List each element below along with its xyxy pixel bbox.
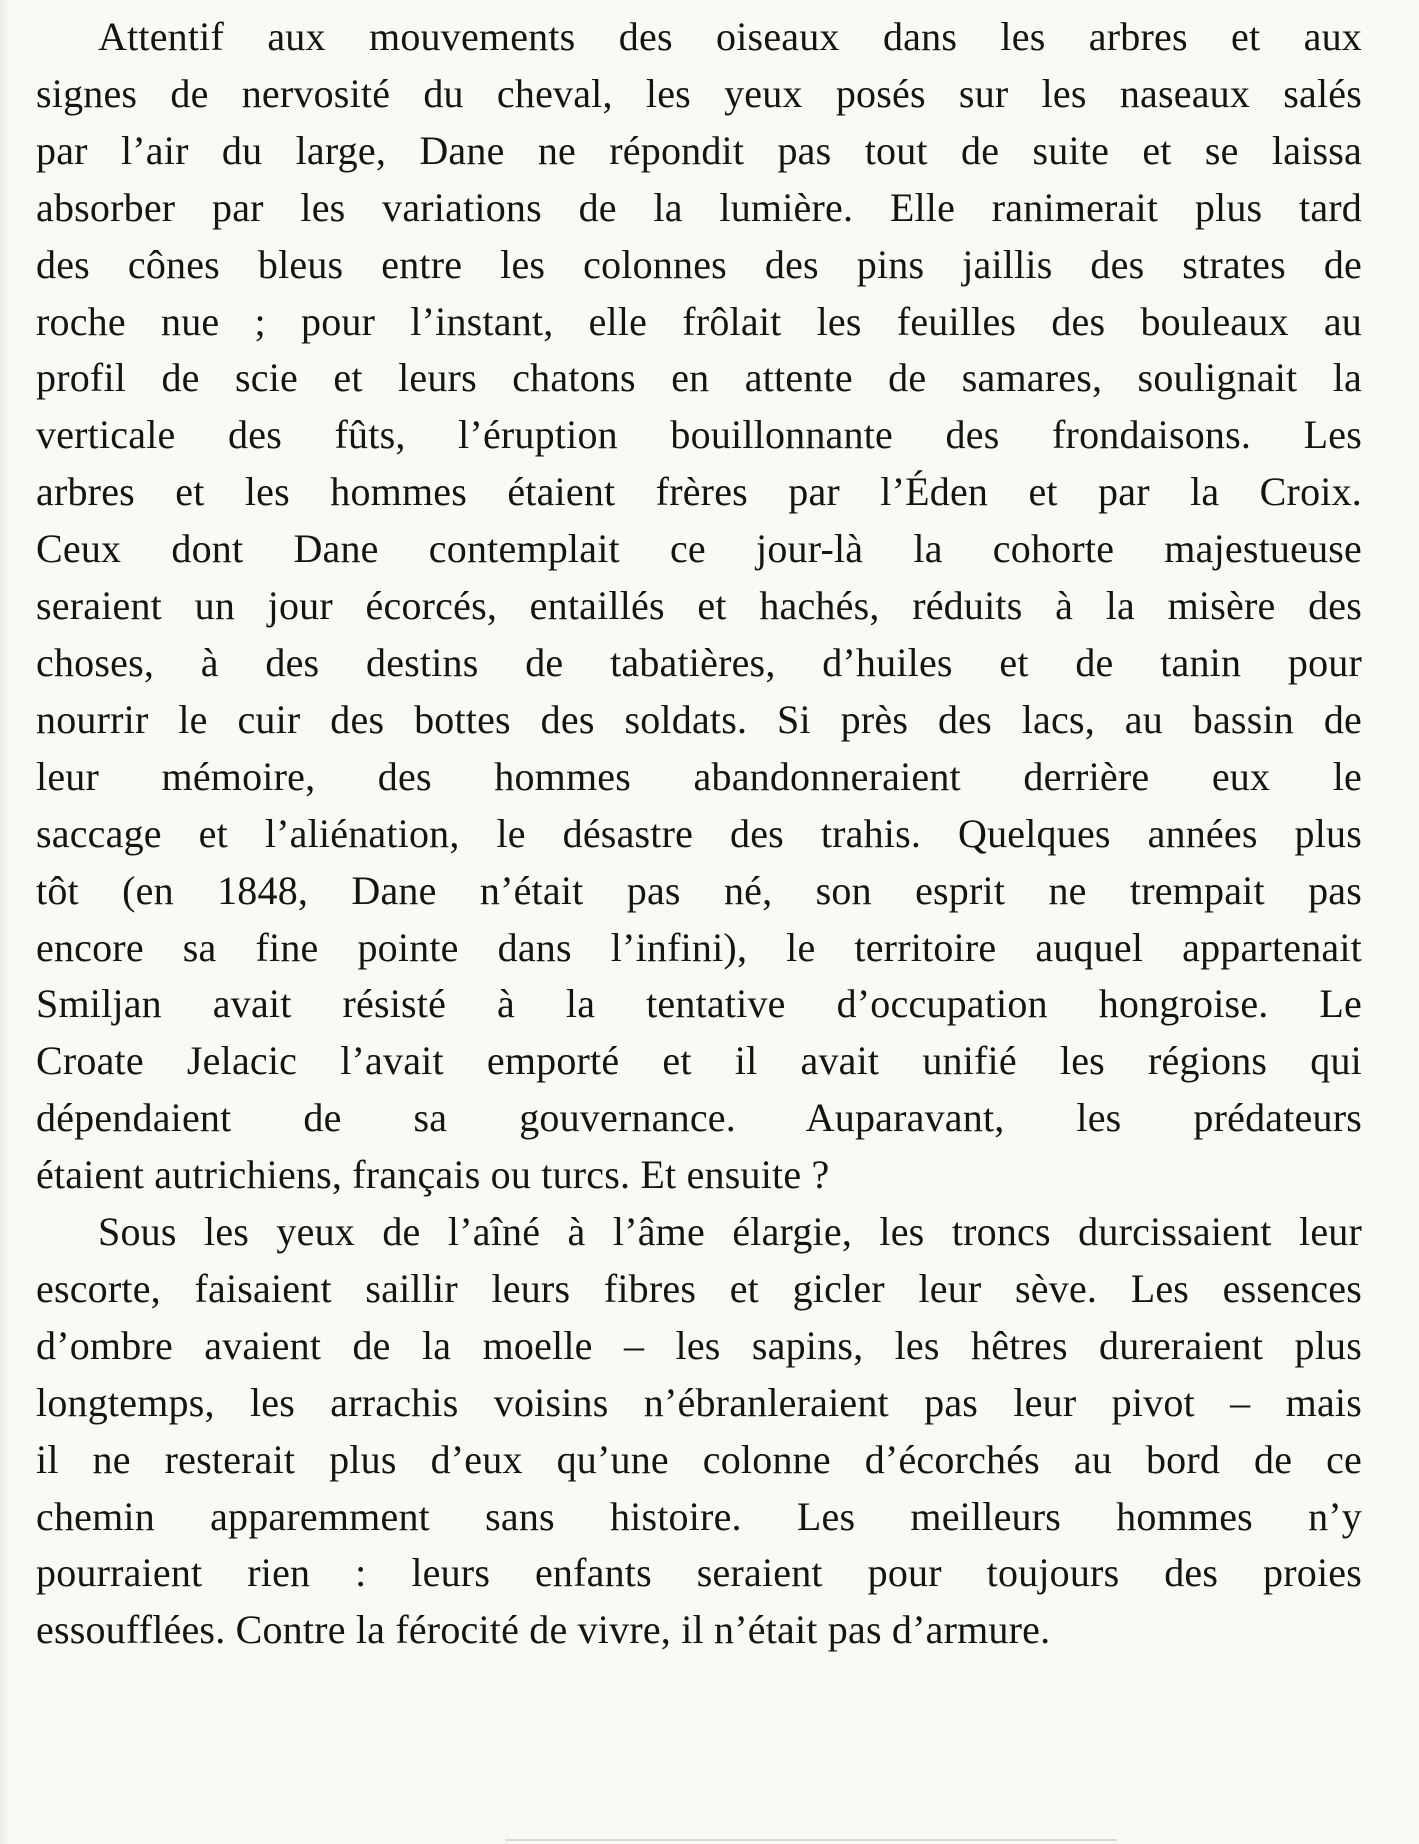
- text-line: encore sa fine pointe dans l’infini), le territoire auquel appartenait: [36, 924, 1362, 970]
- text-line: absorber par les variations de la lumière. Elle ranimerait plus tard: [36, 184, 1362, 230]
- text-line: des cônes bleus entre les colonnes des pins jaillis des strates de: [36, 241, 1362, 287]
- paragraph: [36, 1204, 1362, 1659]
- text-line: arbres et les hommes étaient frères par l’Éden et par la Croix.: [36, 469, 1362, 515]
- text-line: Croate Jelacic l’avait emporté et il avait unifié les régions qui: [36, 1038, 1362, 1084]
- scan-artifact-line: [505, 1839, 1117, 1841]
- text-line: Ceux dont Dane contemplait ce jour-là la cohorte majestueuse: [36, 526, 1362, 572]
- page-text-block: [36, 9, 1362, 1659]
- text-line: nourrir le cuir des bottes des soldats. Si près des lacs, au bassin de: [36, 696, 1362, 742]
- text-line: seraient un jour écorcés, entaillés et hachés, réduits à la misère des: [36, 583, 1362, 629]
- text-line: étaient autrichiens, français ou turcs. Et ensuite ?: [36, 1152, 830, 1198]
- text-line: signes de nervosité du cheval, les yeux posés sur les naseaux salés: [36, 70, 1362, 116]
- text-line: leur mémoire, des hommes abandonneraient derrière eux le: [36, 753, 1362, 799]
- text-line: chemin apparemment sans histoire. Les meilleurs hommes n’y: [36, 1493, 1362, 1539]
- paragraph: [36, 9, 1362, 1204]
- text-line: choses, à des destins de tabatières, d’huiles et de tanin pour: [36, 639, 1362, 685]
- text-line: tôt (en 1848, Dane n’était pas né, son esprit ne trempait pas: [36, 867, 1362, 913]
- text-line: Attentif aux mouvements des oiseaux dans les arbres et aux: [98, 14, 1362, 59]
- text-line: Sous les yeux de l’aîné à l’âme élargie, les troncs durcissaient leur: [98, 1209, 1362, 1255]
- text-line: pourraient rien : leurs enfants seraient pour toujours des proies: [36, 1550, 1362, 1596]
- text-line: escorte, faisaient saillir leurs fibres et gicler leur sève. Les essences: [36, 1265, 1362, 1311]
- text-line: essoufflées. Contre la férocité de vivre, il n’était pas d’armure.: [36, 1607, 1051, 1653]
- text-line: il ne resterait plus d’eux qu’une colonne d’écorchés au bord de ce: [36, 1436, 1362, 1482]
- text-line: saccage et l’aliénation, le désastre des trahis. Quelques années plus: [36, 810, 1362, 856]
- text-line: profil de scie et leurs chatons en attente de samares, soulignait la: [36, 355, 1362, 401]
- text-line: Smiljan avait résisté à la tentative d’occupation hongroise. Le: [36, 981, 1362, 1027]
- text-line: par l’air du large, Dane ne répondit pas tout de suite et se laissa: [36, 127, 1362, 173]
- text-line: dépendaient de sa gouvernance. Auparavant, les prédateurs: [36, 1095, 1362, 1141]
- text-line: verticale des fûts, l’éruption bouillonnante des frondaisons. Les: [36, 412, 1362, 458]
- text-line: longtemps, les arrachis voisins n’ébranleraient pas leur pivot – mais: [36, 1379, 1362, 1425]
- text-line: roche nue ; pour l’instant, elle frôlait les feuilles des bouleaux au: [36, 298, 1362, 344]
- text-line: d’ombre avaient de la moelle – les sapins, les hêtres dureraient plus: [36, 1322, 1362, 1368]
